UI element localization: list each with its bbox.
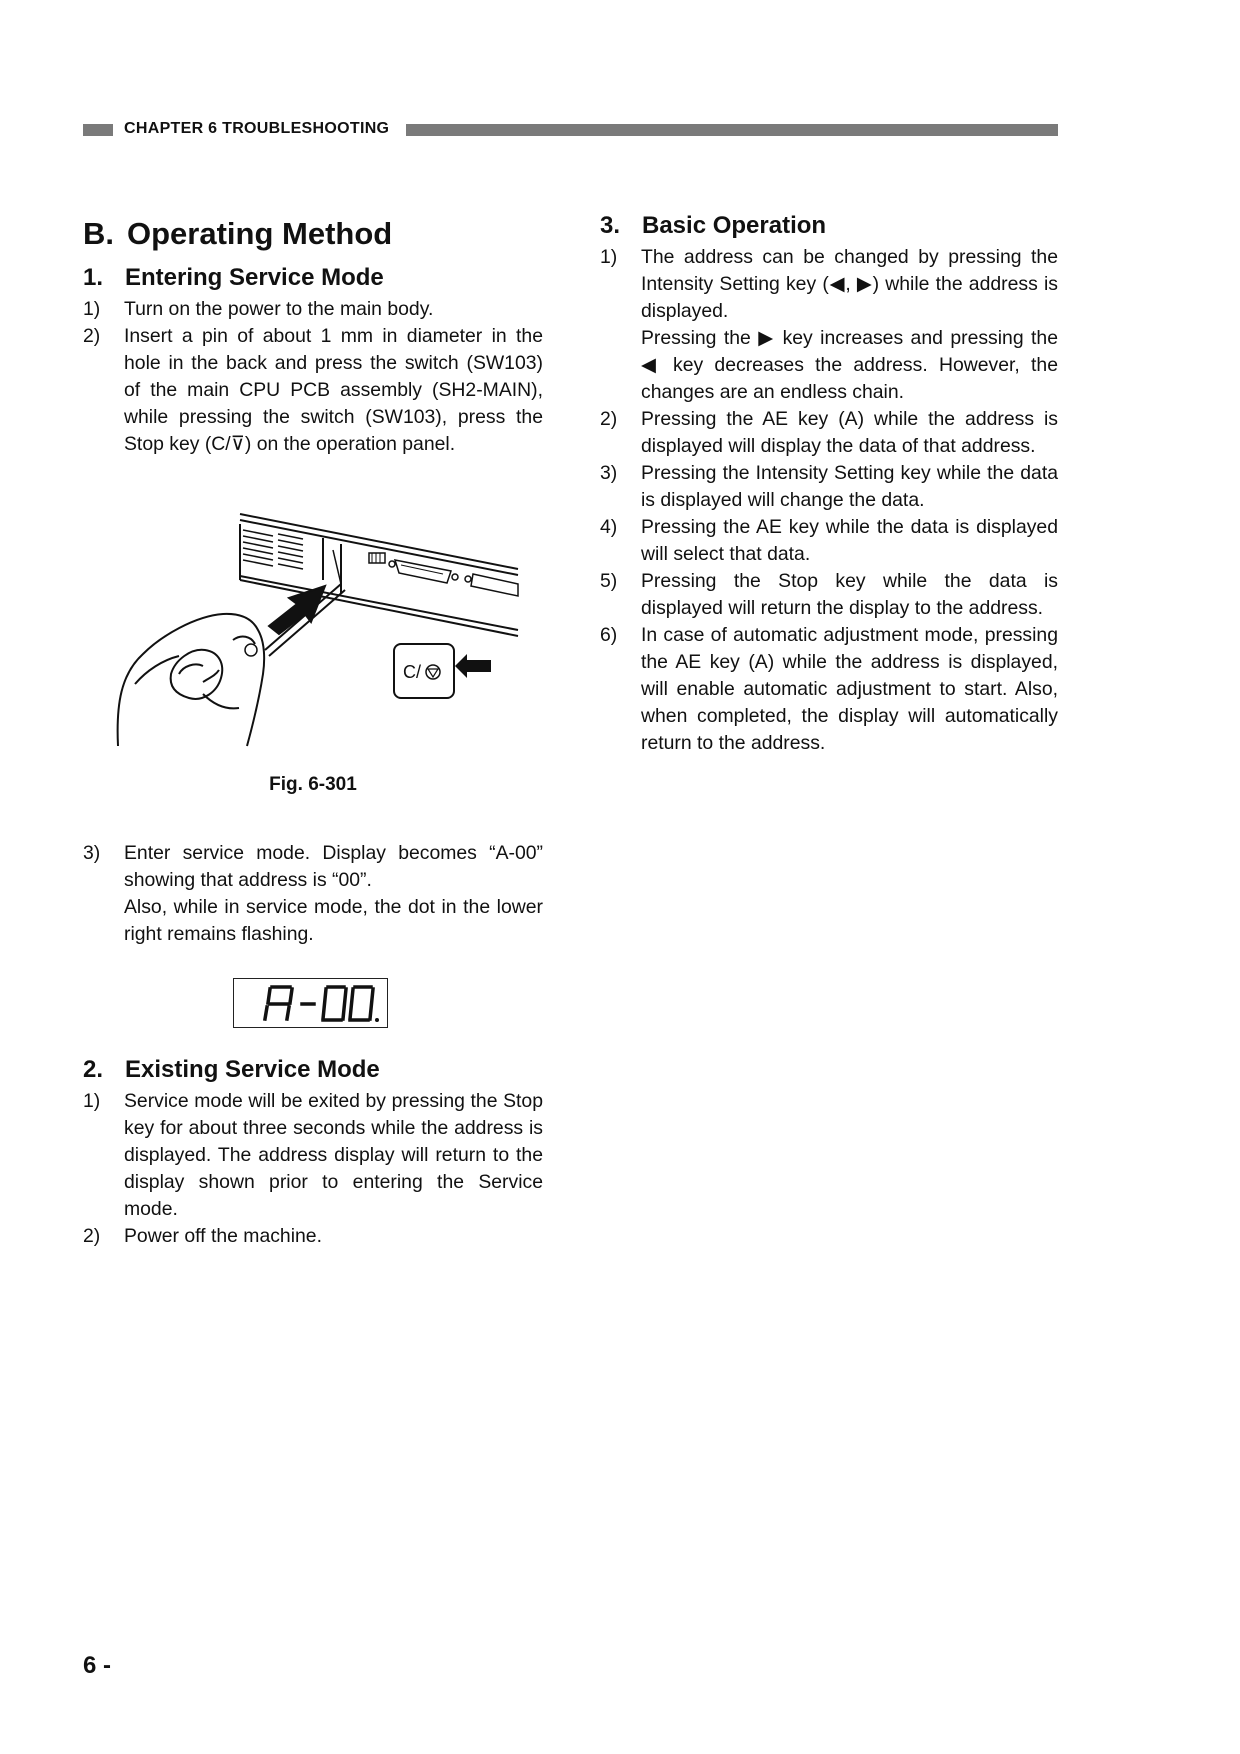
item-text: In case of automatic adjustment mode, pressing the AE key (A) while the address is displayed, will enable automatic adjustment to start. Also, when completed, the display will automatically return to the address. [641,624,1058,754]
item-text: Insert a pin of about 1 mm in diameter in the hole in the back and press the switch (SW103) of the main CPU PCB assembly (SH2-MAIN), while pressing the switch (SW103), press the Stop key (C/⊽) on the operation panel. [124,325,543,455]
chapter-header: CHAPTER 6 TROUBLESHOOTING [124,120,390,137]
item-text: Power off the machine. [124,1225,322,1247]
subsection-number: 2. [83,1056,104,1083]
subsection-heading-basic [600,212,1058,240]
subsection-number: 1. [83,264,104,291]
header-bar-right [406,124,1058,136]
item-text: Service mode will be exited by pressing the Stop key for about three seconds while the address is displayed. The address display will return to the display shown prior to entering the Service mode. [124,1090,543,1220]
section-number: B. [83,216,114,251]
item-number: 6) [600,624,618,646]
page-number: 6 - [83,1652,112,1679]
item-text: Pressing the Intensity Setting key while the data is displayed will change the data. [641,462,1058,511]
item-number: 3) [600,462,618,484]
subsection-heading-exiting [83,1056,543,1084]
header-bar-left [83,124,113,136]
item-line: Also, while in service mode, the dot in the lower right remains flashing. [124,896,543,945]
item-text: Turn on the power to the main body. [124,298,434,320]
section-title: Operating Method [127,216,393,251]
figure-service-switch [83,464,543,774]
item-text: Pressing the Stop key while the data is displayed will return the display to the address. [641,570,1058,619]
item-line: The address can be changed by pressing the Intensity Setting key (◀, ▶) while the address is displayed. [641,246,1058,322]
list-item [83,1223,543,1250]
list-item [600,568,1058,622]
service-switch-illustration [83,464,543,774]
svg-text:C/: C/ [403,662,421,682]
subsection-title: Entering Service Mode [125,264,384,291]
list-item [83,323,543,458]
item-number: 2) [83,1225,101,1247]
item-number: 3) [83,842,101,864]
section-heading [83,216,543,252]
item-line: Enter service mode. Display becomes “A-00” showing that address is “00”. [124,842,543,891]
list-item [600,622,1058,757]
list-item [600,244,1058,406]
item-number: 1) [83,1090,101,1112]
subsection-number: 3. [600,212,621,239]
display-digits [234,979,387,1027]
item-text: Pressing the AE key while the data is displayed will select that data. [641,516,1058,565]
item-number: 1) [83,298,101,320]
seven-segment-display [233,978,388,1028]
item-text: Pressing the AE key (A) while the address is displayed will display the data of that address. [641,408,1058,457]
stop-key-illustration [394,644,491,698]
figure-caption: Fig. 6-301 [269,774,357,795]
item-number: 5) [600,570,618,592]
item-line: Pressing the ▶ key increases and pressing the ◀ key decreases the address. However, the changes are an endless chain. [641,327,1058,403]
item-number: 4) [600,516,618,538]
list-item [83,296,543,323]
list-item [600,406,1058,460]
subsection-title: Existing Service Mode [125,1056,380,1083]
list-item [600,514,1058,568]
subsection-heading-entering [83,264,543,292]
item-text [641,244,1058,406]
list-item [600,460,1058,514]
subsection-title: Basic Operation [642,212,827,239]
right-column [600,212,1058,757]
item-number: 2) [83,325,101,347]
list-item [83,840,543,948]
list-item [83,1088,543,1223]
left-column [83,212,543,1250]
item-number: 2) [600,408,618,430]
item-number: 1) [600,246,618,268]
item-text [124,840,543,948]
